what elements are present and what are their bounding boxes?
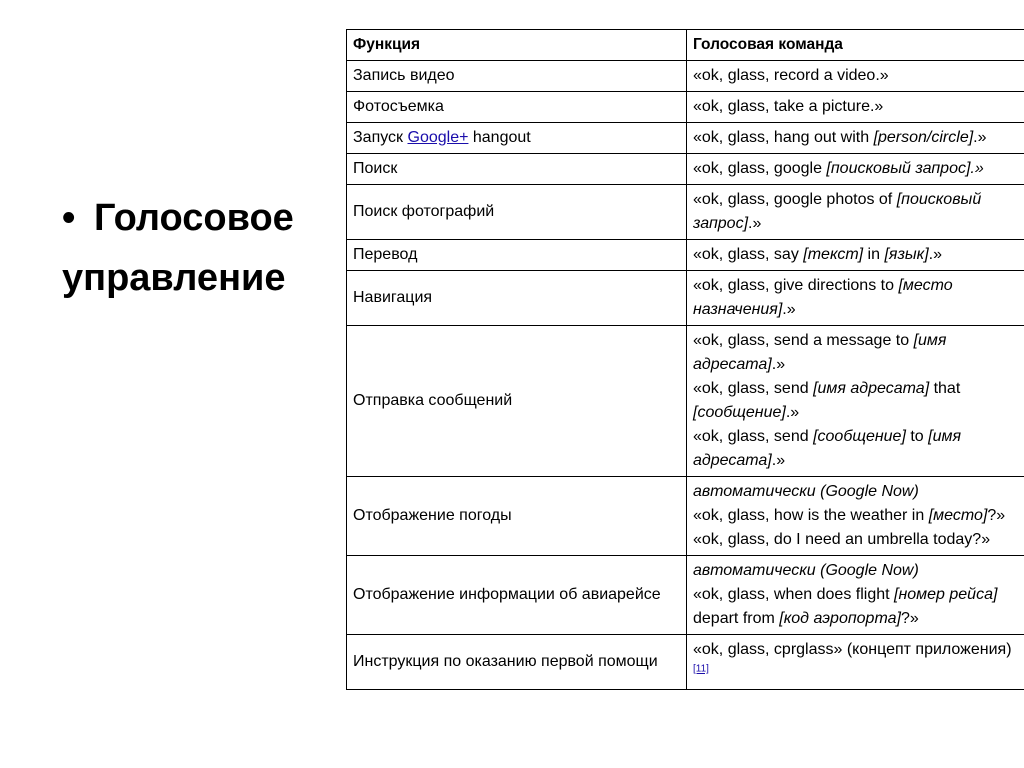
command-text: .» (785, 404, 800, 421)
command-text: «ok, glass, google photos of (693, 191, 897, 208)
command-line (693, 504, 1018, 528)
command-cell (687, 556, 1024, 635)
function-cell: Отправка сообщений (347, 326, 687, 477)
google-plus-link[interactable]: Google+ (407, 129, 469, 146)
table-row (347, 61, 1024, 92)
command-cell (687, 326, 1024, 477)
command-text: .» (928, 246, 942, 263)
bullet-dot: • (62, 197, 76, 239)
command-param: [код аэропорта] (779, 610, 901, 627)
command-text: «ok, glass, hang out with (693, 129, 874, 146)
table-row (347, 123, 1024, 154)
table-row (347, 154, 1024, 185)
command-text: .» (771, 452, 786, 469)
command-param: [место] (928, 507, 988, 524)
function-cell: Поиск (347, 154, 687, 185)
command-cell: «ok, glass, take a picture.» (687, 92, 1024, 123)
command-text: .» (973, 129, 987, 146)
function-text: hangout (468, 129, 531, 146)
command-text: .» (782, 301, 796, 318)
function-cell: Поиск фотографий (347, 185, 687, 240)
table-row (347, 185, 1024, 240)
command-param: [person/circle] (873, 129, 974, 146)
command-note: автоматически (Google Now) (693, 483, 919, 500)
command-text: depart from (693, 610, 780, 627)
command-param: [сообщение] (693, 404, 786, 421)
command-note: автоматически (Google Now) (693, 562, 919, 579)
command-text: «ok, glass, cprglass» (концепт приложения) (693, 641, 1012, 658)
bullet-text-line2: управление (62, 257, 286, 299)
command-text: «ok, glass, how is the weather in (693, 507, 929, 524)
table-row (347, 477, 1024, 556)
command-text: to (905, 428, 929, 445)
command-text: that (929, 380, 961, 397)
function-cell: Инструкция по оказанию первой помощи (347, 635, 687, 690)
command-cell (687, 123, 1024, 154)
command-line (693, 425, 1018, 473)
command-line (693, 329, 1018, 377)
command-cell (687, 477, 1024, 556)
command-text: «ok, glass, say (693, 246, 804, 263)
bullet-line-1 (62, 188, 332, 248)
command-param: [имя адресата] (693, 332, 947, 373)
table-row (347, 556, 1024, 635)
command-text: «ok, glass, when does flight (693, 586, 895, 603)
table-row (347, 92, 1024, 123)
function-text: Запуск (353, 129, 408, 146)
command-cell (687, 635, 1024, 690)
function-cell: Навигация (347, 271, 687, 326)
command-param: [поисковый запрос] (693, 191, 982, 232)
table-row (347, 240, 1024, 271)
reference-link[interactable]: [11] (693, 663, 709, 675)
command-cell (687, 271, 1024, 326)
command-line (693, 377, 1018, 425)
command-text: .» (748, 215, 762, 232)
command-param: [поисковый запрос].» (826, 160, 984, 177)
header-command: Голосовая команда (687, 30, 1024, 61)
command-param: [сообщение] (813, 428, 906, 445)
bullet-text-line1: Голосовое (94, 197, 294, 239)
function-cell: Запись видео (347, 61, 687, 92)
command-line (693, 559, 1018, 583)
command-param: [номер рейса] (894, 586, 998, 603)
command-text: «ok, glass, send (693, 380, 814, 397)
table-header-row (347, 30, 1024, 61)
command-param: [имя адресата] (693, 428, 961, 469)
command-param: [язык] (884, 246, 929, 263)
slide-bullet-text (62, 188, 332, 308)
command-cell: «ok, glass, record a video.» (687, 61, 1024, 92)
command-param: [текст] (803, 246, 864, 263)
command-text: ?» (987, 507, 1006, 524)
command-param: [место назначения] (693, 277, 953, 318)
command-text: «ok, glass, give directions to (693, 277, 899, 294)
header-function: Функция (347, 30, 687, 61)
command-line (693, 583, 1018, 631)
function-cell: Отображение погоды (347, 477, 687, 556)
command-line (693, 480, 1018, 504)
command-text: «ok, glass, google (693, 160, 827, 177)
command-param: [имя адресата] (813, 380, 930, 397)
command-text: «ok, glass, send (693, 428, 814, 445)
function-cell: Отображение информации об авиарейсе (347, 556, 687, 635)
command-cell (687, 154, 1024, 185)
table-row (347, 271, 1024, 326)
table-row (347, 326, 1024, 477)
command-line: «ok, glass, do I need an umbrella today?» (693, 531, 991, 548)
voice-command-table (346, 29, 1024, 690)
function-cell (347, 123, 687, 154)
command-text: ?» (900, 610, 919, 627)
function-cell: Фотосъемка (347, 92, 687, 123)
command-cell (687, 240, 1024, 271)
table-row (347, 635, 1024, 690)
command-text: «ok, glass, send a message to (693, 332, 914, 349)
command-cell (687, 185, 1024, 240)
function-cell: Перевод (347, 240, 687, 271)
command-text: in (863, 246, 885, 263)
command-text: .» (771, 356, 786, 373)
